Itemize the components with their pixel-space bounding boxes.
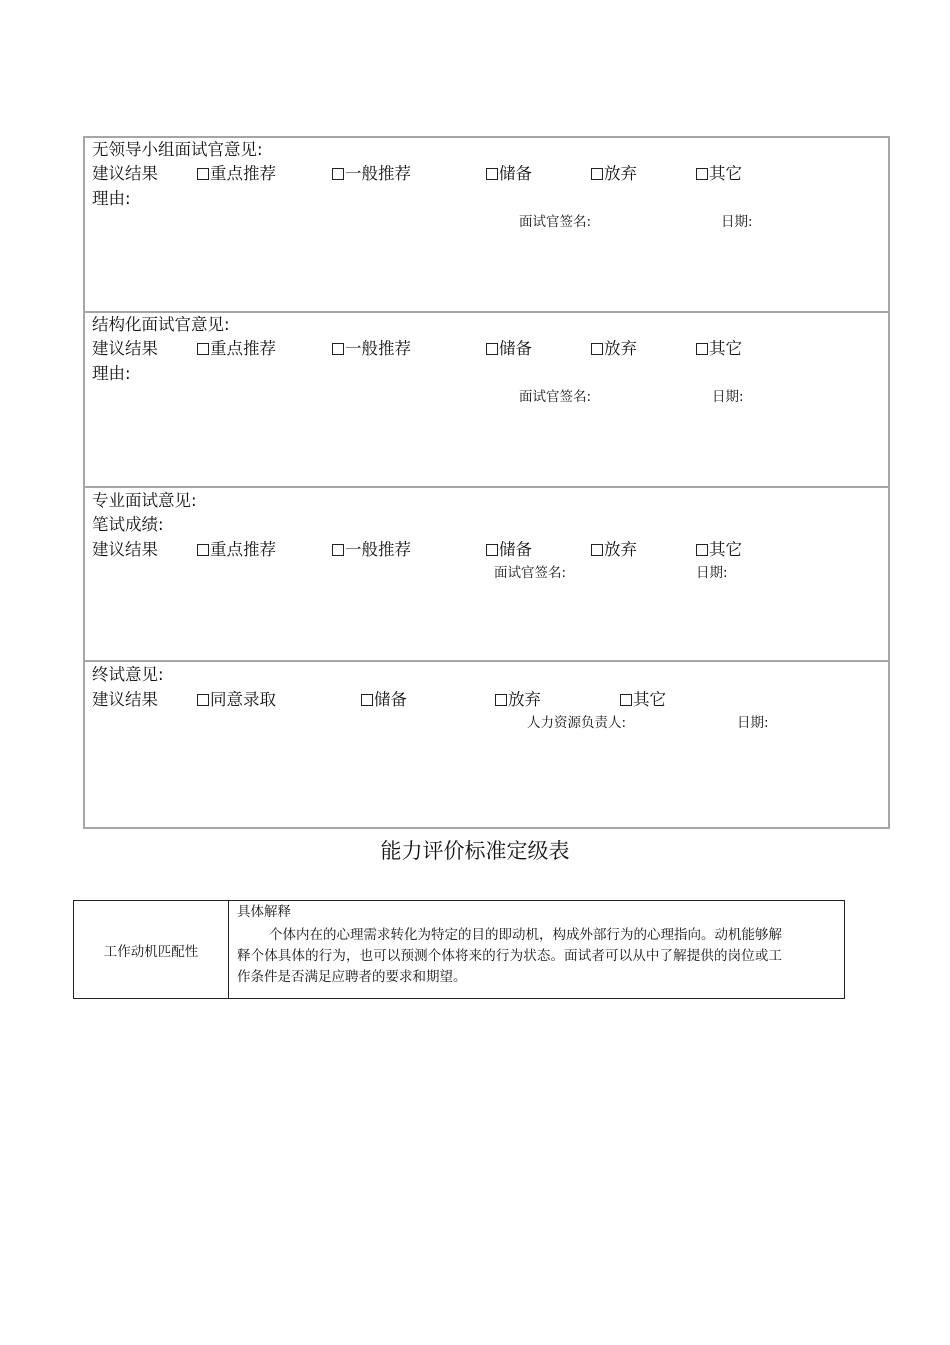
hr-signer-label: 人力资源负责人: [527, 715, 627, 731]
option-abandon[interactable]: 放弃 [591, 164, 637, 184]
checkbox[interactable] [591, 343, 603, 355]
result-label: 建议结果 [92, 690, 158, 709]
explanation-text: 个体内在的心理需求转化为特定的目的即动机，构成外部行为的心理指向。动机能够解释个体具体的行为，也可以预测个体将来的行为状态。面试者可以从中了解提供的岗位或工作条件是否满足应聘者的要求和期望。 [237, 927, 782, 985]
competency-name: 工作动机匹配性 [103, 943, 199, 960]
reason-label: 理由: [92, 189, 131, 208]
structured-interview-section [85, 311, 888, 486]
reason-label: 理由: [92, 364, 131, 383]
section-title: 结构化面试官意见: [92, 315, 230, 334]
column-divider [228, 901, 229, 998]
result-label: 建议结果 [92, 164, 158, 183]
option-general-recommend[interactable]: 一般推荐 [332, 164, 411, 184]
written-score-label: 笔试成绩: [92, 515, 164, 534]
professional-interview-section [85, 486, 888, 660]
checkbox[interactable] [197, 343, 209, 355]
checkbox[interactable] [486, 343, 498, 355]
option-general-recommend[interactable]: 一般推荐 [332, 540, 411, 560]
checkbox[interactable] [495, 694, 507, 706]
option-other[interactable]: 其它 [696, 164, 742, 184]
option-reserve[interactable]: 储备 [486, 339, 532, 359]
section-title: 无领导小组面试官意见: [92, 140, 263, 159]
option-other[interactable]: 其它 [620, 690, 666, 710]
signer-label: 面试官签名: [494, 565, 567, 581]
checkbox[interactable] [696, 343, 708, 355]
date-label: 日期: [712, 389, 744, 405]
result-label: 建议结果 [92, 339, 158, 358]
checkbox[interactable] [696, 168, 708, 180]
signer-label: 面试官签名: [519, 389, 592, 405]
option-reserve[interactable]: 储备 [361, 690, 407, 710]
checkbox[interactable] [696, 544, 708, 556]
option-other[interactable]: 其它 [696, 339, 742, 359]
final-interview-section [85, 660, 888, 829]
checkbox[interactable] [197, 544, 209, 556]
explanation-header: 具体解释 [237, 904, 291, 920]
option-key-recommend[interactable]: 重点推荐 [197, 164, 276, 184]
option-general-recommend[interactable]: 一般推荐 [332, 339, 411, 359]
section-title: 专业面试意见: [92, 491, 197, 510]
rating-table-title: 能力评价标准定级表 [380, 839, 570, 863]
option-abandon[interactable]: 放弃 [495, 690, 541, 710]
checkbox[interactable] [332, 343, 344, 355]
option-abandon[interactable]: 放弃 [591, 339, 637, 359]
date-label: 日期: [721, 214, 753, 230]
date-label: 日期: [737, 715, 769, 731]
checkbox[interactable] [197, 694, 209, 706]
checkbox[interactable] [332, 168, 344, 180]
checkbox[interactable] [591, 544, 603, 556]
checkbox[interactable] [361, 694, 373, 706]
date-label: 日期: [696, 565, 728, 581]
option-other[interactable]: 其它 [696, 540, 742, 560]
rating-table [73, 900, 845, 999]
checkbox[interactable] [486, 544, 498, 556]
option-accept[interactable]: 同意录取 [197, 690, 276, 710]
option-abandon[interactable]: 放弃 [591, 540, 637, 560]
option-reserve[interactable]: 储备 [486, 540, 532, 560]
checkbox[interactable] [486, 168, 498, 180]
group-interview-section [85, 138, 888, 311]
option-key-recommend[interactable]: 重点推荐 [197, 540, 276, 560]
result-label: 建议结果 [92, 540, 158, 559]
interview-opinion-form [83, 136, 890, 829]
checkbox[interactable] [620, 694, 632, 706]
signer-label: 面试官签名: [519, 214, 592, 230]
checkbox[interactable] [591, 168, 603, 180]
option-key-recommend[interactable]: 重点推荐 [197, 339, 276, 359]
checkbox[interactable] [197, 168, 209, 180]
checkbox[interactable] [332, 544, 344, 556]
section-title: 终试意见: [92, 665, 164, 684]
option-reserve[interactable]: 储备 [486, 164, 532, 184]
